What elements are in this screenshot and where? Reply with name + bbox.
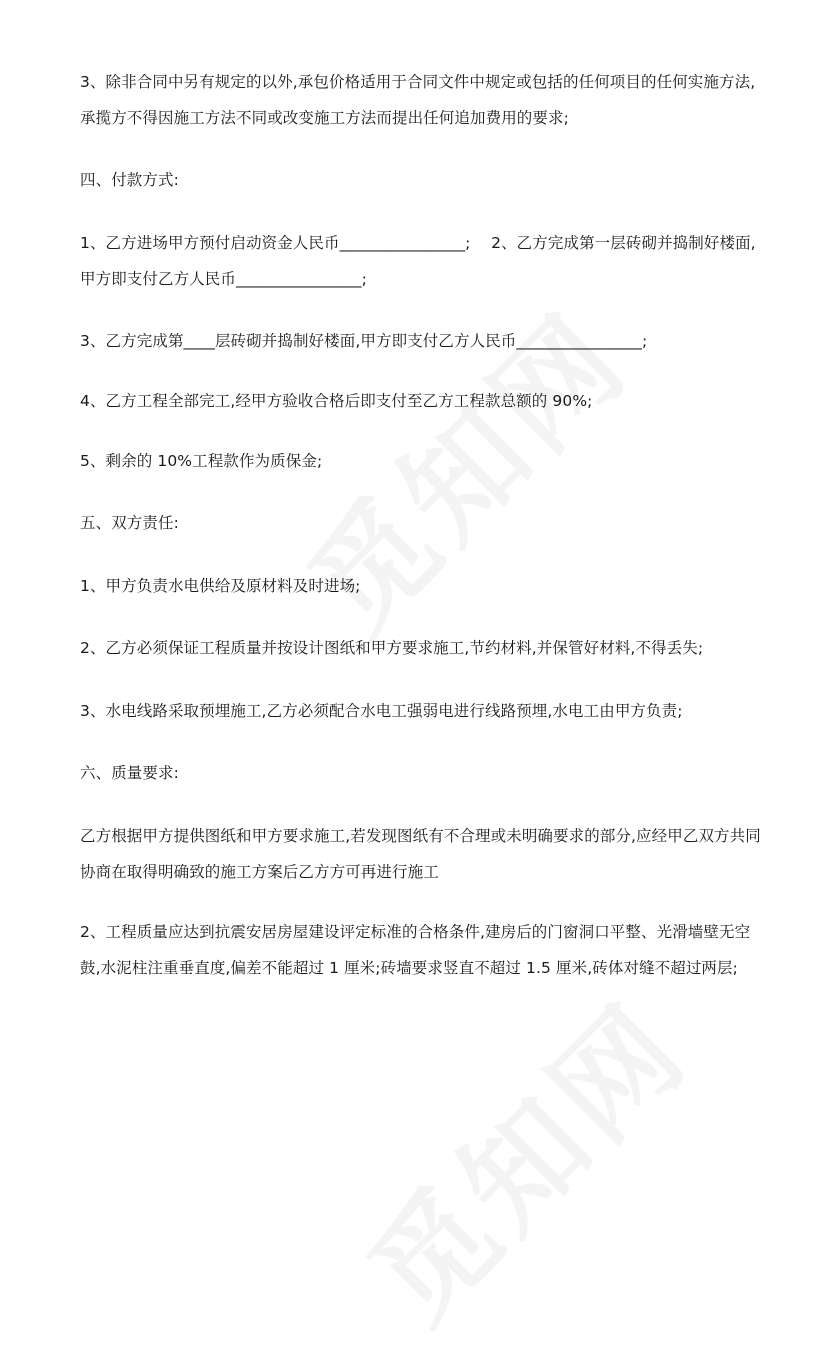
responsibility-clause-2: 2、乙方必须保证工程质量并按设计图纸和甲方要求施工,节约材料,并保管好材料,不得丢失;	[80, 639, 704, 657]
payment-clause-3: 3、乙方完成第____层砖砌并捣制好楼面,甲方即支付乙方人民币________________;	[80, 332, 648, 350]
responsibility-clause-1: 1、甲方负责水电供给及原材料及时进场;	[80, 577, 361, 595]
payment-clause-4: 4、乙方工程全部完工,经甲方验收合格后即支付至乙方工程款总额的 90%;	[80, 392, 593, 410]
quality-clause-intro: 乙方根据甲方提供图纸和甲方要求施工,若发现图纸有不合理或未明确要求的部分,应经甲乙双方共同协商在取得明确致的施工方案后乙方方可再进行施工	[80, 827, 761, 881]
watermark	[325, 959, 718, 1352]
responsibility-clause-3: 3、水电线路采取预埋施工,乙方必须配合水电工强弱电进行线路预埋,水电工由甲方负责;	[80, 702, 683, 720]
payment-clause-1-2: 1、乙方进场甲方预付启动资金人民币________________; 2、乙方完成第一层砖砌并捣制好楼面,甲方即支付乙方人民币________________;	[80, 234, 756, 288]
section-heading-quality: 六、质量要求:	[80, 764, 179, 782]
clause-3-pricing: 3、除非合同中另有规定的以外,承包价格适用于合同文件中规定或包括的任何项目的任何实施方法,承揽方不得因施工方法不同或改变施工方法而提出任何追加费用的要求;	[80, 73, 756, 127]
quality-clause-2: 2、工程质量应达到抗震安居房屋建设评定标准的合格条件,建房后的门窗洞口平整、光滑墙壁无空鼓,水泥柱注重垂直度,偏差不能超过 1 厘米;砖墙要求竖直不超过 1.5 厘米,砖体对缝不超过两层;	[80, 923, 751, 977]
section-heading-payment: 四、付款方式:	[80, 171, 179, 189]
payment-clause-5: 5、剩余的 10%工程款作为质保金;	[80, 452, 323, 470]
section-heading-responsibilities: 五、双方责任:	[80, 514, 179, 532]
